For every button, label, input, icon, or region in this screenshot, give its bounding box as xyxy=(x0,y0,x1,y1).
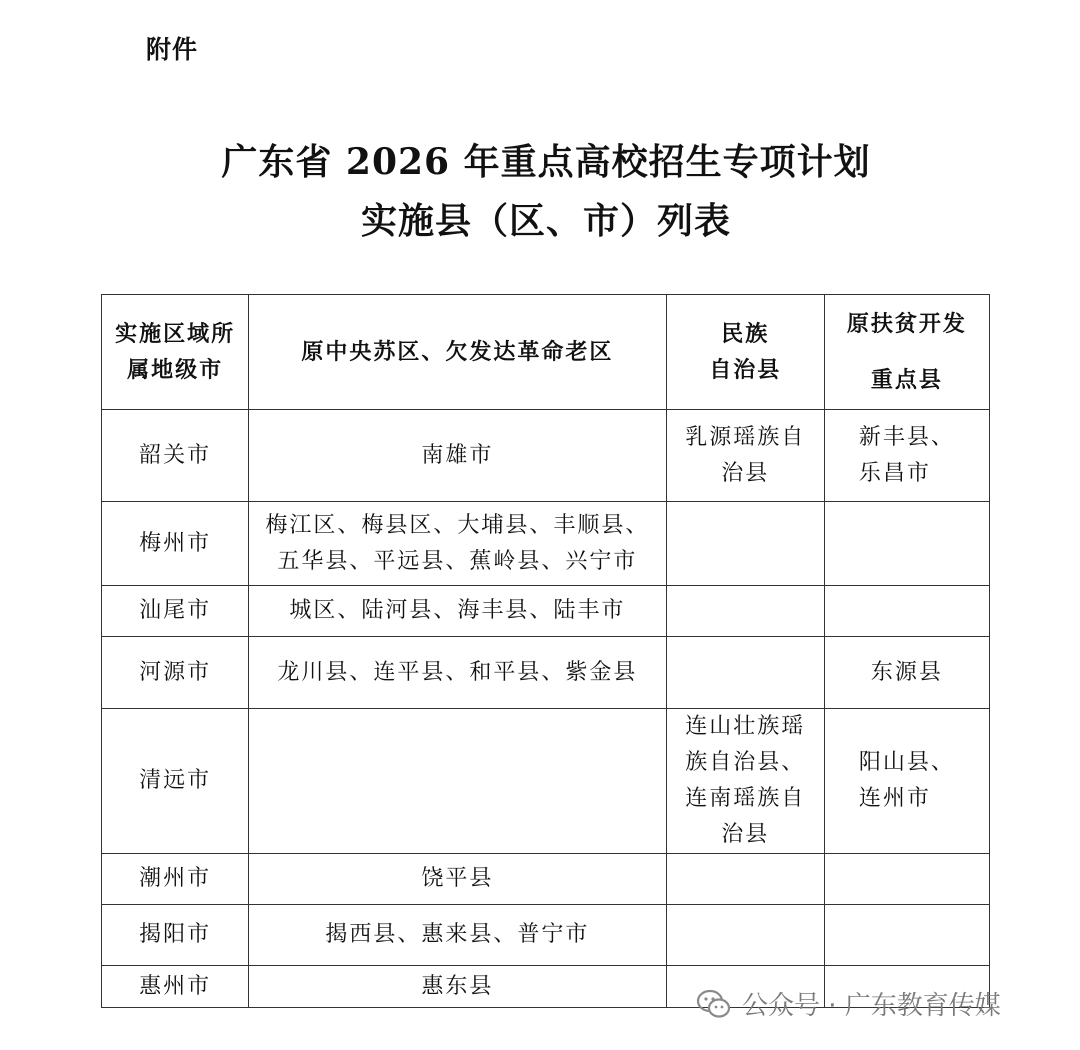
cell-city: 河源市 xyxy=(102,637,249,709)
cell-ethnic xyxy=(666,502,824,586)
cell-city: 惠州市 xyxy=(102,966,249,1008)
cell-revolutionary: 城区、陆河县、海丰县、陆丰市 xyxy=(249,586,666,637)
table-header-row xyxy=(102,295,990,410)
cell-revolutionary: 饶平县 xyxy=(249,854,666,905)
cell-poverty: 阳山县、 连州市 xyxy=(824,709,989,854)
header-revolutionary: 原中央苏区、欠发达革命老区 xyxy=(249,295,666,410)
header-city: 实施区域所 属地级市 xyxy=(102,295,249,410)
cell-city: 韶关市 xyxy=(102,410,249,502)
table-row xyxy=(102,637,990,709)
cell-ethnic xyxy=(666,905,824,966)
header-poverty: 原扶贫开发 重点县 xyxy=(824,295,989,410)
cell-revolutionary: 梅江区、梅县区、大埔县、丰顺县、 五华县、平远县、蕉岭县、兴宁市 xyxy=(249,502,666,586)
table-row xyxy=(102,586,990,637)
table-row xyxy=(102,709,990,854)
watermark xyxy=(696,985,1001,1022)
cell-revolutionary: 南雄市 xyxy=(249,410,666,502)
cell-poverty: 东源县 xyxy=(824,637,989,709)
cell-poverty xyxy=(824,905,989,966)
table-row xyxy=(102,905,990,966)
cell-poverty xyxy=(824,502,989,586)
attachment-label: 附件 xyxy=(146,35,199,64)
cell-revolutionary: 龙川县、连平县、和平县、紫金县 xyxy=(249,637,666,709)
cell-city: 潮州市 xyxy=(102,854,249,905)
cell-ethnic: 乳源瑶族自 治县 xyxy=(666,410,824,502)
cell-ethnic: 连山壮族瑶 族自治县、 连南瑶族自 治县 xyxy=(666,709,824,854)
cell-revolutionary: 揭西县、惠来县、普宁市 xyxy=(249,905,666,966)
cell-city: 清远市 xyxy=(102,709,249,854)
cell-ethnic xyxy=(666,854,824,905)
cell-ethnic xyxy=(666,637,824,709)
cell-poverty xyxy=(824,854,989,905)
cell-ethnic xyxy=(666,586,824,637)
cell-city: 梅州市 xyxy=(102,502,249,586)
cell-city: 揭阳市 xyxy=(102,905,249,966)
cell-revolutionary: 惠东县 xyxy=(249,966,666,1008)
watermark-text: 公众号 · 广东教育传媒 xyxy=(742,991,1001,1021)
cell-city: 汕尾市 xyxy=(102,586,249,637)
cell-revolutionary xyxy=(249,709,666,854)
cell-poverty: 新丰县、 乐昌市 xyxy=(824,410,989,502)
wechat-icon xyxy=(696,989,732,1019)
table-row xyxy=(102,502,990,586)
document-title-line-2: 实施县（区、市）列表 xyxy=(360,200,731,242)
table-row xyxy=(102,854,990,905)
header-ethnic: 民族 自治县 xyxy=(666,295,824,410)
document-title-line-1: 广东省 2026 年重点高校招生专项计划 xyxy=(221,141,871,183)
county-list-table xyxy=(101,294,990,1008)
table-row xyxy=(102,410,990,502)
cell-poverty xyxy=(824,586,989,637)
